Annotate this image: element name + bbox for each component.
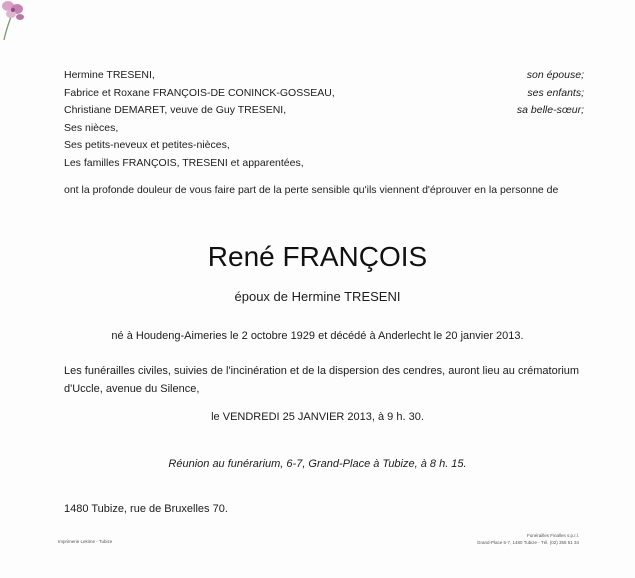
family-address: 1480 Tubize, rue de Bruxelles 70. [64,503,228,515]
family-member: Fabrice et Roxane FRANÇOIS-DE CONINCK-GOSSEAU, [64,86,335,99]
family-relation: son épouse; [526,69,584,81]
funeral-details: Les funérailles civiles, suivies de l'incinération et de la dispersion des cendres, auront lieu au crématorium d'Uccle, avenue du Silence, [64,365,580,395]
flower-decoration-icon [0,0,30,40]
funeral-date: le VENDREDI 25 JANVIER 2013, à 9 h. 30. [211,411,424,423]
family-row [64,137,584,155]
family-row [64,85,584,103]
funeral-home-name: Funérailles Finalles s.p.r.l. [526,533,579,538]
reunion-notice: Réunion au funérarium, 6-7, Grand-Place à Tubize, à 8 h. 15. [168,458,467,470]
intro-text: ont la profonde douleur de vous faire part de la perte sensible qu'ils viennent d'éprouver en la personne de [64,184,559,196]
funeral-home-address: Grand-Place 6-7, 1480 Tubize - Tél. (02) 355 51 34 [477,540,579,545]
funeral-home-credit [477,532,579,546]
family-relation: ses enfants; [527,86,584,99]
family-row [64,102,584,120]
family-row [64,67,584,85]
deceased-name: René FRANÇOIS [207,241,428,272]
spouse-line: époux de Hermine TRESENI [234,289,401,304]
family-member: Christiane DEMARET, veuve de Guy TRESENI, [64,104,287,116]
family-row [64,120,584,138]
family-row [64,155,584,173]
printer-credit: Imprimerie Lekime - Tubize [58,539,113,544]
birth-death-dates: né à Houdeng-Aimeries le 2 octobre 1929 et décédé à Anderlecht le 20 janvier 2013. [111,330,524,342]
family-member: Les familles FRANÇOIS, TRESENI et apparentées, [64,156,304,169]
family-relation: sa belle-sœur; [516,104,584,116]
family-member: Ses nièces, [64,121,119,134]
family-list [64,67,584,172]
family-member: Ses petits-neveux et petites-nièces, [64,139,230,151]
family-member: Hermine TRESENI, [64,69,155,81]
